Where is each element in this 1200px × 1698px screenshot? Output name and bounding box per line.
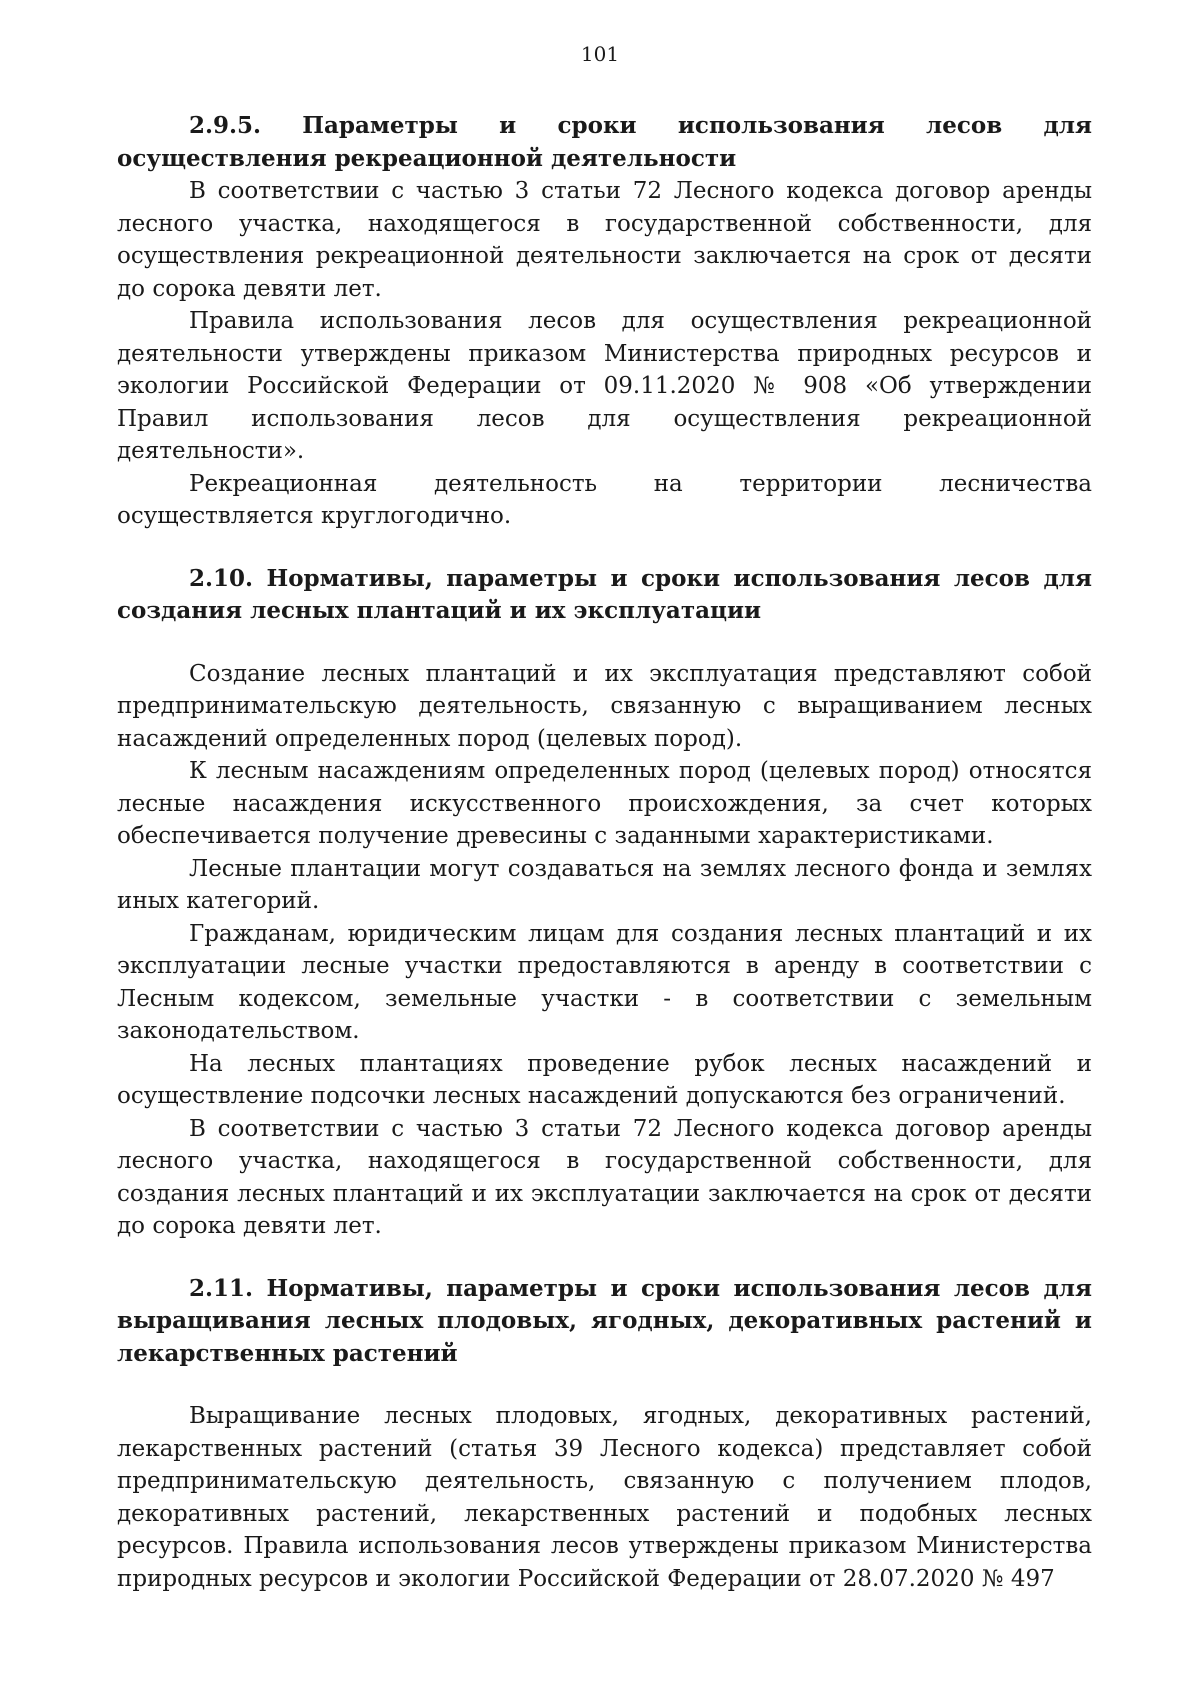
paragraph: На лесных плантациях проведение рубок лесных насаждений и осуществление подсочки лесных насаждений допускаются без ограничений.: [117, 1050, 1092, 1109]
page-number: 101: [580, 42, 620, 66]
paragraph: Правила использования лесов для осуществления рекреационной деятельности утверждены приказом Министерства природных ресурсов и экологии Российской Федерации от 09.11.2020 № 908 «Об утверждении Правил использования лесов для осуществления рекреационной деятельности».: [117, 308, 1092, 464]
paragraph: Рекреационная деятельность на территории лесничества осуществляется круглогодично.: [117, 470, 1092, 529]
section-heading-2-11: 2.11. Нормативы, параметры и сроки использования лесов для выращивания лесных плодовых, ягодных, декоративных растений и лекарственных растений: [117, 1274, 1092, 1367]
paragraph: Выращивание лесных плодовых, ягодных, декоративных растений, лекарственных растений (статья 39 Лесного кодекса) представляет собой предпринимательскую деятельность, связанную с получением плодов, декоративных растений, лекарственных растений и подобных лесных ресурсов. Правила использования лесов утверждены приказом Министерства природных ресурсов и экологии Российской Федерации от 28.07.2020 № 497: [117, 1403, 1092, 1592]
section-heading-2-10: 2.10. Нормативы, параметры и сроки использования лесов для создания лесных плантаций и их эксплуатации: [117, 564, 1092, 624]
paragraph: Гражданам, юридическим лицам для создания лесных плантаций и их эксплуатации лесные участки предоставляются в аренду в соответствии с Лесным кодексом, земельные участки - в соответствии с земельным законодательством.: [117, 920, 1092, 1044]
paragraph: В соответствии с частью 3 статьи 72 Лесного кодекса договор аренды лесного участка, находящегося в государственной собственности, для осуществления рекреационной деятельности заключается на срок от десяти до сорока девяти лет.: [117, 178, 1092, 302]
paragraph: Лесные плантации могут создаваться на землях лесного фонда и землях иных категорий.: [117, 855, 1092, 914]
paragraph: К лесным насаждениям определенных пород (целевых пород) относятся лесные насаждения искусственного происхождения, за счет которых обеспечивается получение древесины с заданными характеристиками.: [117, 758, 1092, 849]
section-heading-2-9-5: 2.9.5. Параметры и сроки использования лесов для осуществления рекреационной деятельности: [117, 112, 1092, 172]
paragraph: В соответствии с частью 3 статьи 72 Лесного кодекса договор аренды лесного участка, находящегося в государственной собственности, для создания лесных плантаций и их эксплуатации заключается на срок от десяти до сорока девяти лет.: [117, 1115, 1092, 1239]
document-body: [117, 110, 1092, 1595]
paragraph: Создание лесных плантаций и их эксплуатация представляют собой предпринимательскую деятельность, связанную с выращиванием лесных насаждений определенных пород (целевых пород).: [117, 660, 1092, 752]
